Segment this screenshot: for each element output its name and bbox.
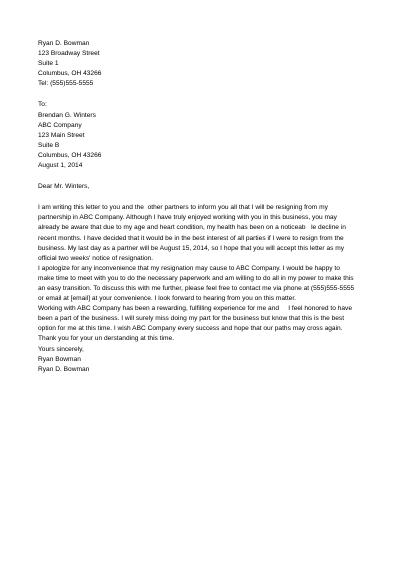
body-line: already be aware that due to my age and heart condition, my health has been on a noticeab le decline in	[38, 224, 346, 232]
closing: Yours sincerely,	[38, 345, 84, 353]
recipient-name: Brendan G. Winters	[38, 111, 96, 119]
sender-address-block	[38, 39, 368, 89]
spacer	[38, 171, 368, 182]
body-line: make time to meet with you to do the necessary paperwork and am willing to do all in my power to make this	[38, 274, 354, 282]
letter-page	[38, 39, 368, 375]
body-line: an easy transition. To discuss this with me further, please feel free to contact me via phone at (555)555-5555	[38, 284, 355, 292]
letter-body	[38, 203, 368, 344]
body-line: I apologize for any inconvenience that my resignation may cause to ABC Company. I would be happy to	[38, 264, 340, 272]
recipient-address-block	[38, 100, 368, 171]
recipient-company: ABC Company	[38, 121, 82, 129]
body-line: business. My last day as a partner will be August 15, 2014, so I hope that you will accept this letter as my	[38, 244, 345, 252]
body-line: been a part of the business. I will surely miss doing my part for the business but know that this is the best	[38, 315, 345, 323]
body-line: partnership in ABC Company. Although I have truly enjoyed working with you in this business, you may	[38, 214, 337, 222]
body-line: official two weeks' notice of resignation.	[38, 254, 154, 262]
body-line: Working with ABC Company has been a rewarding, fulfilling experience for me and I feel honored to have	[38, 305, 352, 313]
body-line: recent months. I have decided that it would be in the best interest of all parties if I were to resign from the	[38, 234, 344, 242]
sender-phone: Tel: (555)555-5555	[38, 80, 94, 88]
sender-name: Ryan D. Bowman	[38, 40, 90, 47]
spacer	[38, 89, 368, 100]
body-line: I am writing this letter to you and the other partners to inform you all that I will be resigning from my	[38, 204, 328, 212]
salutation: Dear Mr. Winters,	[38, 183, 90, 191]
body-line: option for me at this time. I wish ABC Company every success and hope that our paths may cross again.	[38, 325, 343, 333]
signature-name: Ryan Bowman	[38, 355, 81, 363]
body-line: or email at [email] at your convenience. I look forward to hearing from you on this matter.	[38, 295, 297, 303]
signature-full-name: Ryan D. Bowman	[38, 365, 90, 373]
sender-suite: Suite 1	[38, 60, 59, 68]
spacer	[38, 192, 368, 203]
to-label: To:	[38, 101, 47, 109]
sender-city: Columbus, OH 43266	[38, 70, 102, 78]
recipient-suite: Suite B	[38, 141, 60, 149]
body-line: Thank you for your un derstanding at this time.	[38, 335, 174, 343]
recipient-street: 123 Main Street	[38, 131, 85, 139]
letter-date: August 1, 2014	[38, 162, 83, 170]
recipient-city: Columbus, OH 43266	[38, 151, 102, 159]
sender-street: 123 Broadway Street	[38, 50, 100, 58]
